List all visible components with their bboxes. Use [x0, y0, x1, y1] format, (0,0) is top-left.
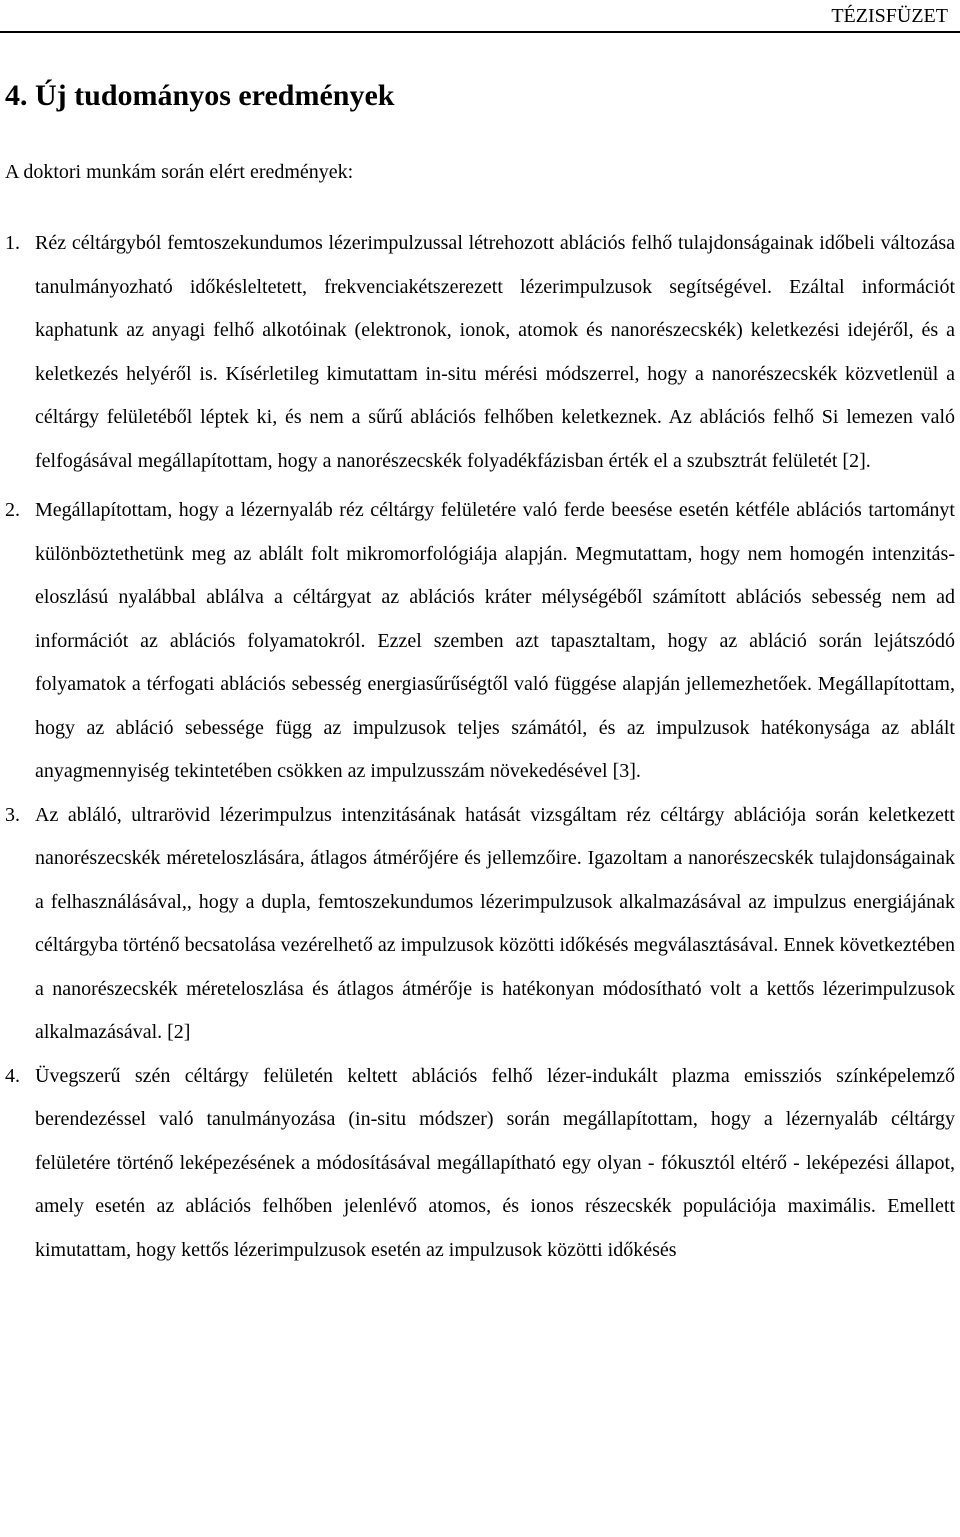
result-item-4 [0, 1055, 960, 1273]
result-number: 2. [5, 499, 20, 521]
result-text: Réz céltárgyból femtoszekundumos lézerimpulzussal létrehozott ablációs felhő tulajdonságainak időbeli változása tanulmányozható időkésleltetett, frekvenciakétszerezett lézerimpulzusok segítségével. Ezáltal információt kaphatunk az anyagi felhő alkotóinak (elektronok, ionok, atomok és nanorészecskék) keletkezési idejéről, és a keletkezés helyéről is. Kísérletileg kimutattam in-situ mérési módszerrel, hogy a nanorészecskék közvetlenül a céltárgy felületéből léptek ki, és nem a sűrű ablációs felhőben keletkeznek. Az ablációs felhő Si lemezen való felfogásával megállapítottam, hogy a nanorészecskék folyadékfázisban érték el a szubsztrát felületét [2]. [35, 232, 955, 472]
section-intro: A doktori munkám során elért eredmények: [5, 161, 354, 183]
result-text: Megállapítottam, hogy a lézernyaláb réz céltárgy felületére való ferde beesése esetén kétféle ablációs tartományt különböztethetünk meg az ablált folt mikromorfológiája alapján. Megmutattam, hogy nem homogén intenzitás-eloszlású nyalábbal ablálva a céltárgyat az ablációs kráter mélységéből számított ablációs sebesség nem ad információt az ablációs folyamatokról. Ezzel szemben azt tapasztaltam, hogy az abláció során lejátszódó folyamatok a térfogati ablációs sebesség energiasűrűségtől való függése alapján jellemezhetőek. Megállapítottam, hogy az abláció sebessége függ az impulzusok teljes számától, és az impulzusok hatékonysága az ablált anyagmennyiség tekintetében csökken az impulzusszám növekedésével [3]. [35, 499, 955, 782]
result-item-2 [0, 489, 960, 794]
result-number: 1. [5, 232, 20, 254]
result-text: Üvegszerű szén céltárgy felületén keltett ablációs felhő lézer-indukált plazma emissziós színképelemző berendezéssel való tanulmányozása (in-situ módszer) során megállapítottam, hogy a lézernyaláb céltárgy felületére történő leképezésének a módosításával megállapítható egy olyan - fókusztól eltérő - leképezési állapot, amely esetén az ablációs felhőben jelenlévő atomos, és ionos részecskék populációja maximális. Emellett kimutattam, hogy kettős lézerimpulzusok esetén az impulzusok közötti időkésés [35, 1064, 955, 1261]
result-number: 3. [5, 803, 20, 826]
results-list [0, 222, 960, 1272]
result-item-1 [0, 222, 960, 483]
section-heading: 4. Új tudományos eredmények [5, 79, 395, 112]
header-rule [0, 31, 960, 33]
result-number: 4. [5, 1064, 20, 1087]
result-item-3 [0, 794, 960, 1055]
result-text: Az abláló, ultrarövid lézerimpulzus intenzitásának hatását vizsgáltam réz céltárgy ablációja során keletkezett nanorészecskék méreteloszlására, átlagos átmérőjére és jellemzőire. Igazoltam a nanorészecskék tulajdonságainak a felhasználásával,, hogy a dupla, femtoszekundumos lézerimpulzusok alkalmazásával az impulzus energiájának céltárgyba történő becsatolása vezérelhető az impulzusok közötti időkésés megválasztásával. Ennek következtében a nanorészecskék méreteloszlása és átlagos átmérője is hatékonyan módosítható volt a kettős lézerimpulzusok alkalmazásával. [2] [35, 803, 955, 1043]
running-header-title: TÉZISFÜZET [831, 5, 948, 27]
